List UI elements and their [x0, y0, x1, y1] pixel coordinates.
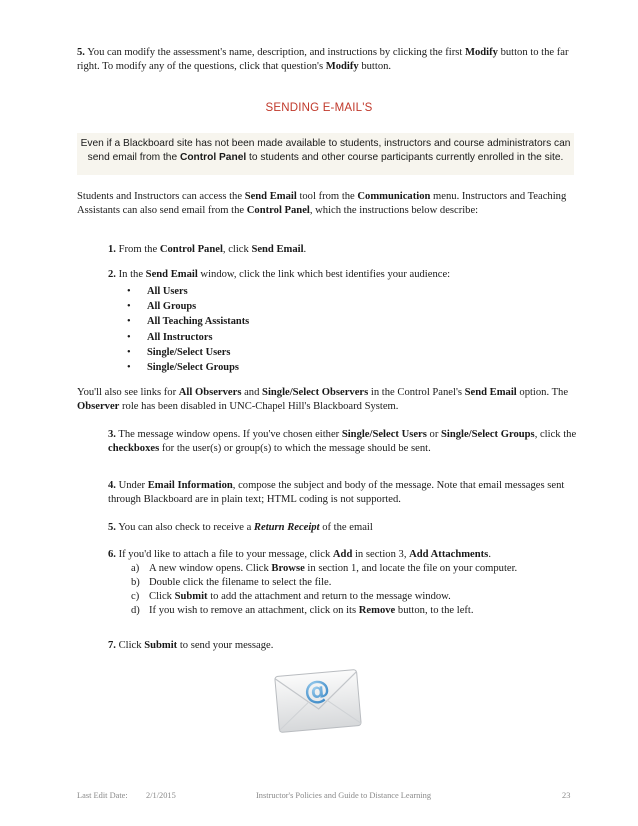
intro-paragraph: 5. You can modify the assessment's name, description, and instructions by clicking the first Modify button to the far right. To modify any of the questions, click that question's Modify button. — [77, 47, 569, 72]
section-heading: SENDING E-MAIL'S — [265, 102, 373, 114]
list-item: • All Groups — [127, 301, 197, 313]
step-7: 7. Click Submit to send your message. — [108, 640, 274, 651]
attachment-substeps — [131, 562, 579, 618]
email-envelope-icon — [271, 663, 365, 739]
list-item: c) Click Submit to add the attachment and return to the message window. — [131, 591, 451, 602]
list-item: • Single/Select Groups — [127, 361, 239, 373]
step-1: 1. From the Control Panel, click Send Email. — [108, 244, 307, 255]
bullet-icon: • — [127, 301, 131, 313]
footer-edit-date: 2/1/2015 — [146, 791, 176, 800]
access-paragraph: Students and Instructors can access the Send Email tool from the Communication menu. Instructors and Teaching Assistants can also send email from the Control Panel, which the instructions below describe: — [77, 191, 567, 216]
list-item: • All Teaching Assistants — [127, 316, 250, 328]
bullet-icon: • — [127, 361, 131, 373]
note-box: Even if a Blackboard site has not been made available to students, instructors and course administrators can send email from the Control Panel to students and other course participants currently enrolled in the site. — [77, 133, 574, 175]
list-item: • All Users — [127, 286, 188, 297]
step-6: 6. If you'd like to attach a file to your message, click Add in section 3, Add Attachments. — [108, 549, 491, 560]
step-3: 3. The message window opens. If you've chosen either Single/Select Users or Single/Select Groups, click the checkboxes for the user(s) or group(s) to which the message should be sent. — [108, 429, 577, 454]
list-item: • Single/Select Users — [127, 346, 231, 358]
audience-list — [127, 284, 249, 375]
bullet-icon: • — [127, 346, 131, 358]
footer-title: Instructor's Policies and Guide to Distance Learning — [256, 791, 432, 800]
bullet-icon: • — [127, 331, 131, 343]
bullet-icon: • — [127, 286, 131, 297]
bullet-icon: • — [127, 316, 131, 328]
step-2: 2. In the Send Email window, click the link which best identifies your audience: — [108, 269, 451, 280]
list-item: • All Instructors — [127, 331, 213, 343]
page-number: 23 — [562, 791, 571, 800]
footer-edit-label: Last Edit Date: — [77, 791, 128, 800]
observers-paragraph: You'll also see links for All Observers and Single/Select Observers in the Control Panel's Send Email option. The Observer role has been disabled in UNC-Chapel Hill's Blackboard System. — [77, 387, 569, 412]
step-4: 4. Under Email Information, compose the subject and body of the message. Note that email messages sent through Blackboard are in plain text; HTML coding is not supported. — [108, 480, 565, 505]
list-item: d) If you wish to remove an attachment, click on its Remove button, to the left. — [131, 605, 474, 616]
list-item: a) A new window opens. Click Browse in section 1, and locate the file on your computer. — [131, 563, 518, 574]
svg-text:@: @ — [302, 674, 332, 708]
step-5: 5. You can also check to receive a Return Receipt of the email — [108, 522, 373, 533]
list-item: b) Double click the filename to select the file. — [131, 577, 332, 588]
